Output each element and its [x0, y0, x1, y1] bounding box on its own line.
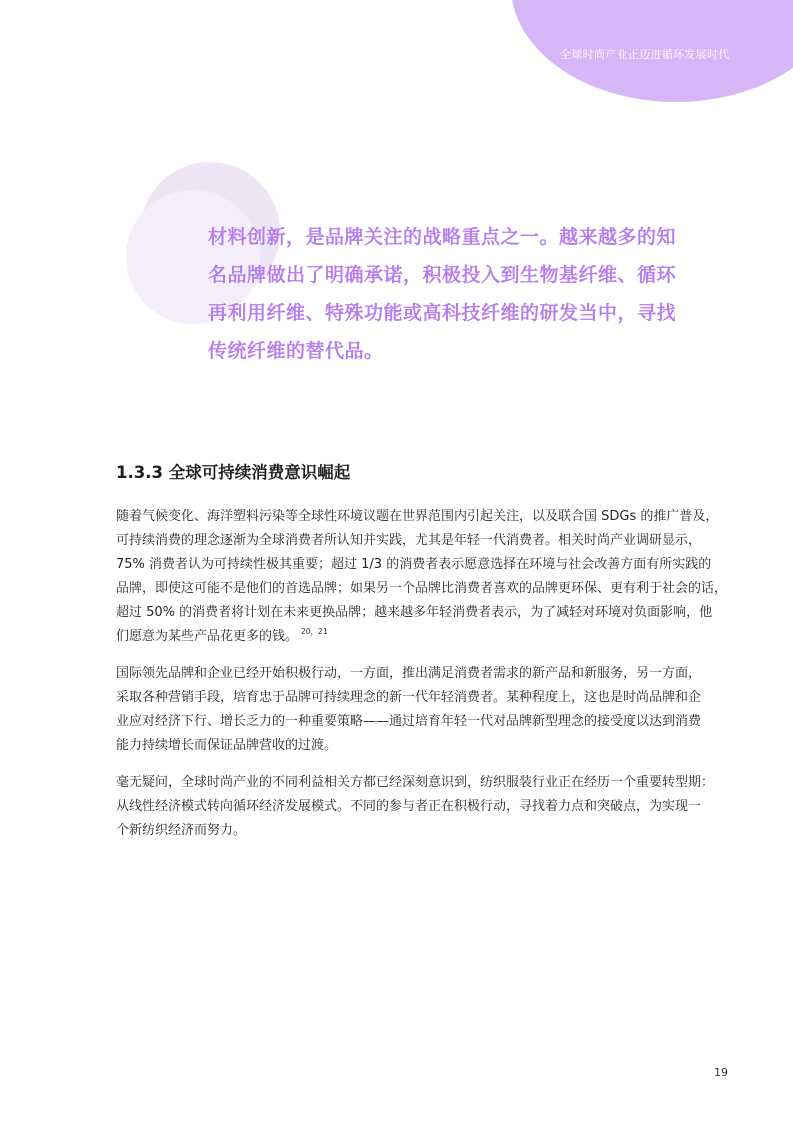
pull-quote-line: 名品牌做出了明确承诺，积极投入到生物基纤维、循环 [208, 264, 677, 286]
pull-quote-line: 再利用纤维、特殊功能或高科技纤维的研发当中，寻找 [208, 302, 677, 324]
paragraph-line: 采取各种营销手段，培育忠于品牌可持续理念的新一代年轻消费者。某种程度上，这也是时尚品牌和企 [116, 690, 702, 705]
paragraph-line [116, 625, 686, 649]
paragraph-line-text: 们愿意为某些产品花更多的钱。 [116, 629, 299, 644]
paragraph-line: 毫无疑问，全球时尚产业的不同利益相关方都已经深刻意识到，纺织服装行业正在经历一个重要转型期： [116, 775, 715, 790]
paragraph-line: 可持续消费的理念逐渐为全球消费者所认知并实践，尤其是年轻一代消费者。相关时尚产业调研显示， [116, 533, 702, 548]
body-paragraph-1 [116, 505, 728, 649]
body-paragraph-2 [116, 662, 702, 758]
paragraph-line: 国际领先品牌和企业已经开始积极行动，一方面，推出满足消费者需求的新产品和新服务，另一方面， [116, 666, 702, 681]
paragraph-line: 个新纺织经济而努力。 [116, 823, 247, 838]
page-number: 19 [714, 1066, 728, 1079]
paragraph-line: 业应对经济下行、增长乏力的一种重要策略——通过培育年轻一代对品牌新型理念的接受度以达到消费 [116, 714, 702, 729]
paragraph-line: 能力持续增长而保证品牌营收的过渡。 [116, 738, 338, 753]
section-heading: 1.3.3 全球可持续消费意识崛起 [116, 463, 351, 482]
paragraph-line: 75% 消费者认为可持续性极其重要；超过 1/3 的消费者表示愿意选择在环境与社会改善方面有所实践的 [116, 557, 712, 572]
paragraph-line: 超过 50% 的消费者将计划在未来更换品牌；越来越多年轻消费者表示，为了减轻对环境对负面影响，他 [116, 605, 713, 620]
paragraph-line: 品牌，即使这可能不是他们的首选品牌；如果另一个品牌比消费者喜欢的品牌更环保、更有利于社会的话， [116, 581, 728, 596]
pull-quote [208, 218, 678, 370]
paragraph-line: 从线性经济模式转向循环经济发展模式。不同的参与者正在积极行动，寻找着力点和突破点，为实现一 [116, 799, 702, 814]
footnote-reference: 20，21 [301, 627, 328, 636]
pull-quote-line: 传统纤维的替代品。 [208, 340, 384, 362]
running-header-title: 全球时尚产业正迈进循环发展时代 [560, 48, 730, 61]
body-paragraph-3 [116, 771, 715, 843]
pull-quote-line: 材料创新，是品牌关注的战略重点之一。越来越多的知 [208, 226, 677, 248]
paragraph-line: 随着气候变化、海洋塑料污染等全球性环境议题在世界范围内引起关注，以及联合国 SDGs 的推广普及， [116, 509, 719, 524]
